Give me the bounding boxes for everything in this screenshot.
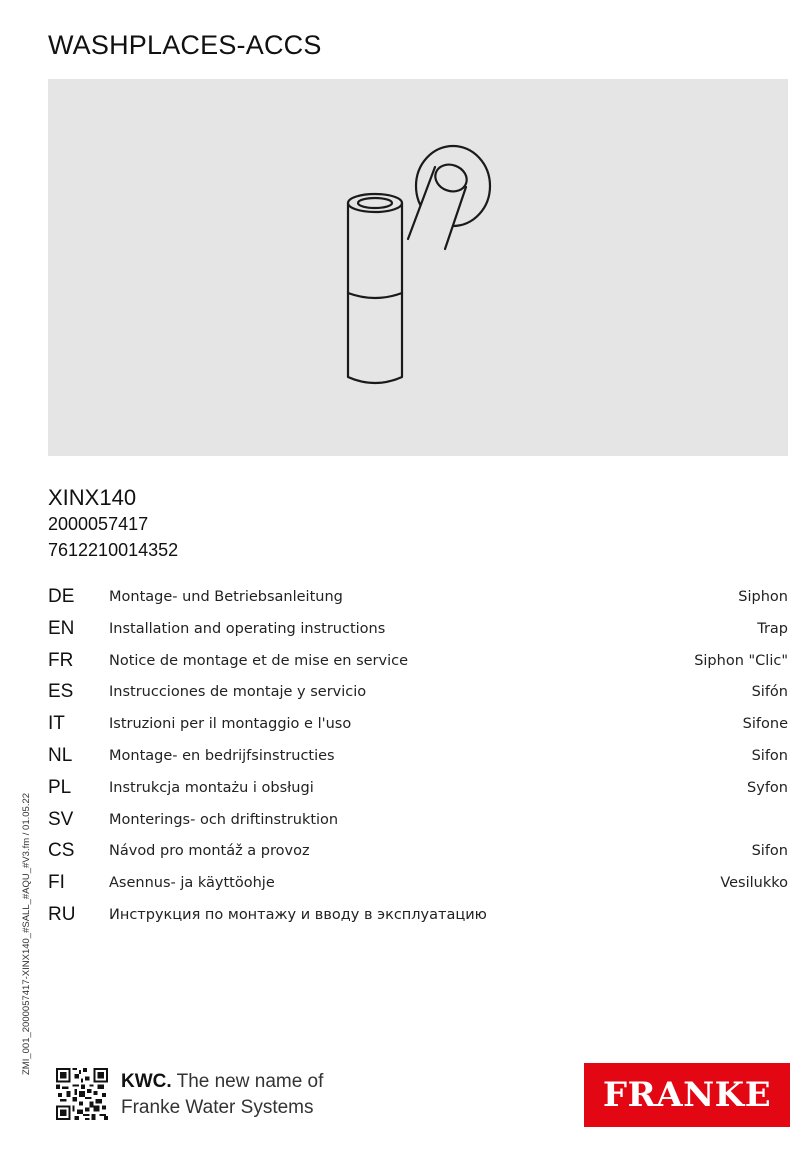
language-description: Инструкция по монтажу и вводу в эксплуатацию xyxy=(109,906,487,923)
language-code: CS xyxy=(48,840,75,862)
language-code: SV xyxy=(48,808,74,830)
model-name: XINX140 xyxy=(48,485,137,510)
language-code: IT xyxy=(48,713,65,735)
franke-logo-text: FRANKE xyxy=(602,1075,772,1115)
siphon-illustration xyxy=(48,79,788,456)
language-list xyxy=(48,586,788,936)
language-code: PL xyxy=(48,776,72,798)
language-product-name: Sifón xyxy=(751,684,788,701)
language-row xyxy=(48,650,788,682)
product-illustration-panel xyxy=(48,79,788,456)
franke-logo xyxy=(584,1063,790,1127)
language-code: EN xyxy=(48,617,75,639)
language-description: Installation and operating instructions xyxy=(109,620,386,637)
language-row xyxy=(48,713,788,745)
language-row xyxy=(48,840,788,872)
language-code: DE xyxy=(48,586,75,607)
article-number: 2000057417 xyxy=(48,514,149,534)
language-product-name: Vesilukko xyxy=(720,875,788,892)
language-code: FI xyxy=(48,872,65,894)
ean-number: 7612210014352 xyxy=(48,540,179,560)
language-description: Instrucciones de montaje y servicio xyxy=(109,684,367,701)
language-description: Montage- und Betriebsanleitung xyxy=(109,589,343,605)
language-description: Montage- en bedrijfsinstructies xyxy=(109,747,335,764)
language-row xyxy=(48,777,788,809)
qr-code-icon xyxy=(56,1068,108,1120)
language-code: NL xyxy=(48,744,73,766)
language-product-name: Trap xyxy=(757,620,788,637)
language-product-name: Siphon xyxy=(738,589,788,605)
language-code: FR xyxy=(48,649,74,671)
language-row xyxy=(48,904,788,936)
language-description: Notice de montage et de mise en service xyxy=(109,652,409,669)
document-file-reference: ZMI_001_2000057417-XINX140_#SALL_#AQU_#V3.fm / 01.05.22 xyxy=(21,792,32,1075)
language-product-name: Sifone xyxy=(742,716,788,733)
language-product-name: Sifon xyxy=(751,843,788,860)
language-description: Istruzioni per il montaggio e l'uso xyxy=(109,716,352,733)
language-row xyxy=(48,809,788,841)
document-category-title: WASHPLACES-ACCS xyxy=(48,30,322,60)
language-product-name: Siphon "Clic" xyxy=(694,652,788,669)
language-code: RU xyxy=(48,903,76,925)
language-row xyxy=(48,745,788,777)
language-description: Asennus- ja käyttöohje xyxy=(109,875,275,892)
language-description: Instrukcja montażu i obsługi xyxy=(109,779,314,796)
language-row xyxy=(48,618,788,650)
language-code: ES xyxy=(48,681,74,703)
language-product-name: Syfon xyxy=(747,779,788,796)
language-description: Návod pro montáž a provoz xyxy=(109,843,310,860)
language-row xyxy=(48,681,788,713)
language-row xyxy=(48,586,788,618)
kwc-notice-company: Franke Water Systems xyxy=(121,1097,314,1118)
language-description: Monterings- och driftinstruktion xyxy=(109,811,339,828)
kwc-brand: KWC. xyxy=(121,1071,172,1092)
language-row xyxy=(48,872,788,904)
kwc-rename-notice xyxy=(121,1071,323,1093)
language-product-name: Sifon xyxy=(751,747,788,764)
kwc-notice-text: The new name of xyxy=(176,1071,324,1092)
